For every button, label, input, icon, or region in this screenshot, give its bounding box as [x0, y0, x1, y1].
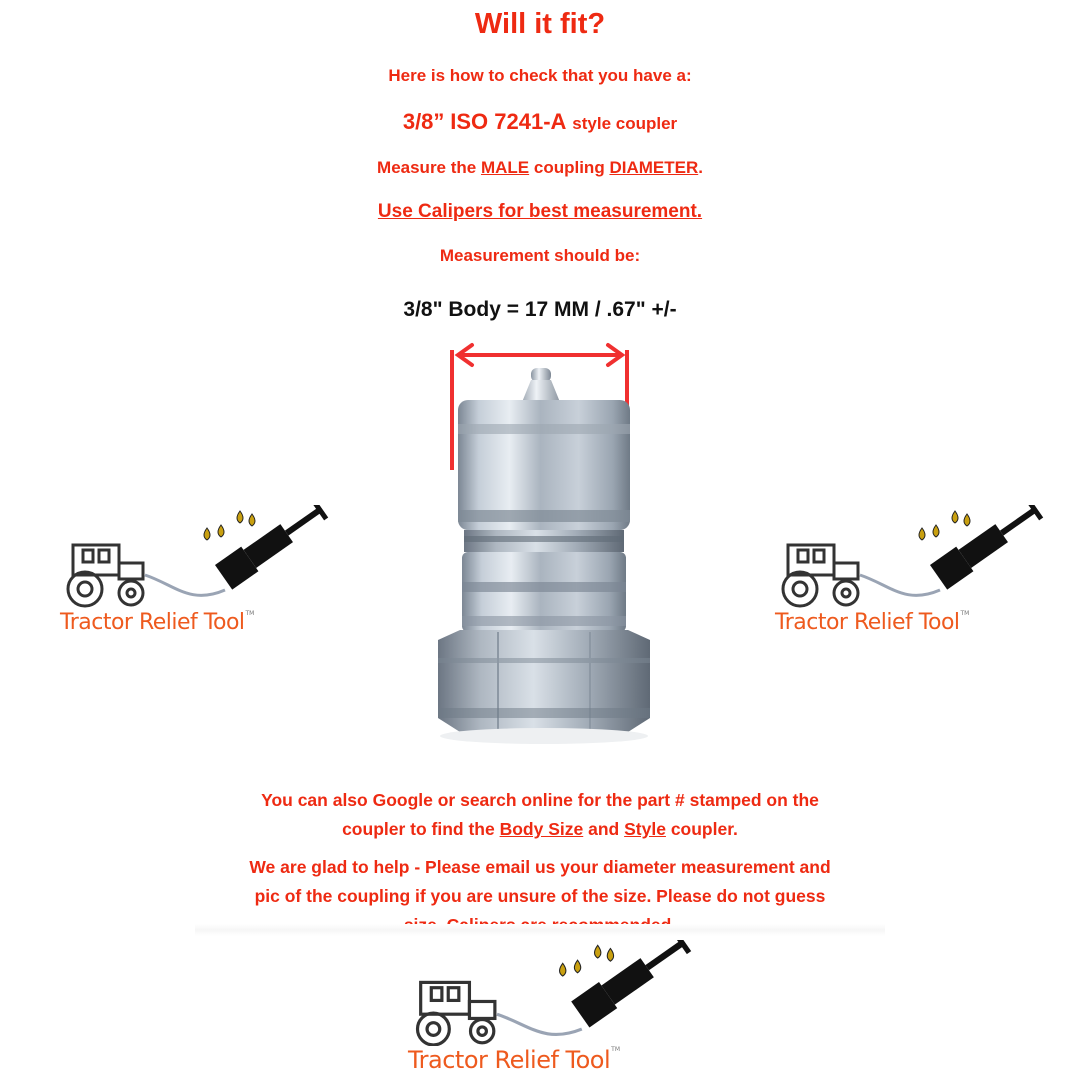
brand-logo-left: [55, 505, 335, 645]
measure-end: .: [698, 158, 703, 177]
tractor-icon: [783, 545, 858, 606]
brand-name: Tractor Relief Tool™: [408, 1046, 620, 1074]
hose-line: [497, 1014, 582, 1034]
divider: [195, 924, 885, 936]
help-line-2: pic of the coupling if you are unsure of the size. Please do not guess: [254, 886, 826, 906]
tractor-icon: [418, 982, 495, 1045]
should-be-label: Measurement should be:: [439, 246, 641, 265]
help-line-1: We are glad to help - Please email us your diameter measurement and: [249, 857, 831, 877]
measure-instruction: [0, 158, 1080, 178]
diameter-emphasis: DIAMETER: [609, 158, 699, 177]
oil-drop-icon: [919, 511, 970, 540]
coupler-standard: ISO 7241-A: [450, 109, 567, 134]
hose-line: [860, 575, 940, 595]
google-line-1: You can also Google or search online for the part # stamped on the: [261, 790, 819, 810]
measurement-arrow-icon: [458, 345, 622, 365]
coupler-picture: [410, 340, 680, 770]
coupler-size: 3/8”: [402, 109, 445, 134]
coupler-type: [0, 109, 1080, 135]
brand-logo-bottom: [400, 940, 700, 1080]
coupler-suffix: style coupler: [572, 114, 678, 133]
style-emphasis: Style: [624, 819, 666, 839]
grease-gun-icon: [215, 505, 331, 590]
oil-drop-icon: [204, 511, 255, 540]
google-note: [0, 786, 1080, 844]
intro-text: Here is how to check that you have a:: [388, 66, 692, 85]
oil-drop-icon: [560, 945, 614, 976]
calipers-tip: Use Calipers for best measurement.: [377, 201, 703, 222]
measure-pre: Measure the: [377, 158, 477, 177]
brand-logo-right: [770, 505, 1050, 645]
grease-gun-icon: [930, 505, 1046, 590]
hose-line: [145, 575, 225, 595]
body-size-emphasis: Body Size: [499, 819, 584, 839]
male-emphasis: MALE: [480, 158, 530, 177]
measure-mid: coupling: [533, 158, 605, 177]
grease-gun-icon: [571, 940, 693, 1028]
spec-measurement: 3/8" Body = 17 MM / .67" +/-: [403, 298, 677, 321]
google-line-2: coupler to find the Body Size and Style coupler.: [342, 819, 738, 839]
page-title: Will it fit?: [474, 8, 606, 40]
tractor-icon: [68, 545, 143, 606]
brand-name: Tractor Relief Tool™: [775, 610, 970, 635]
brand-name: Tractor Relief Tool™: [60, 610, 255, 635]
